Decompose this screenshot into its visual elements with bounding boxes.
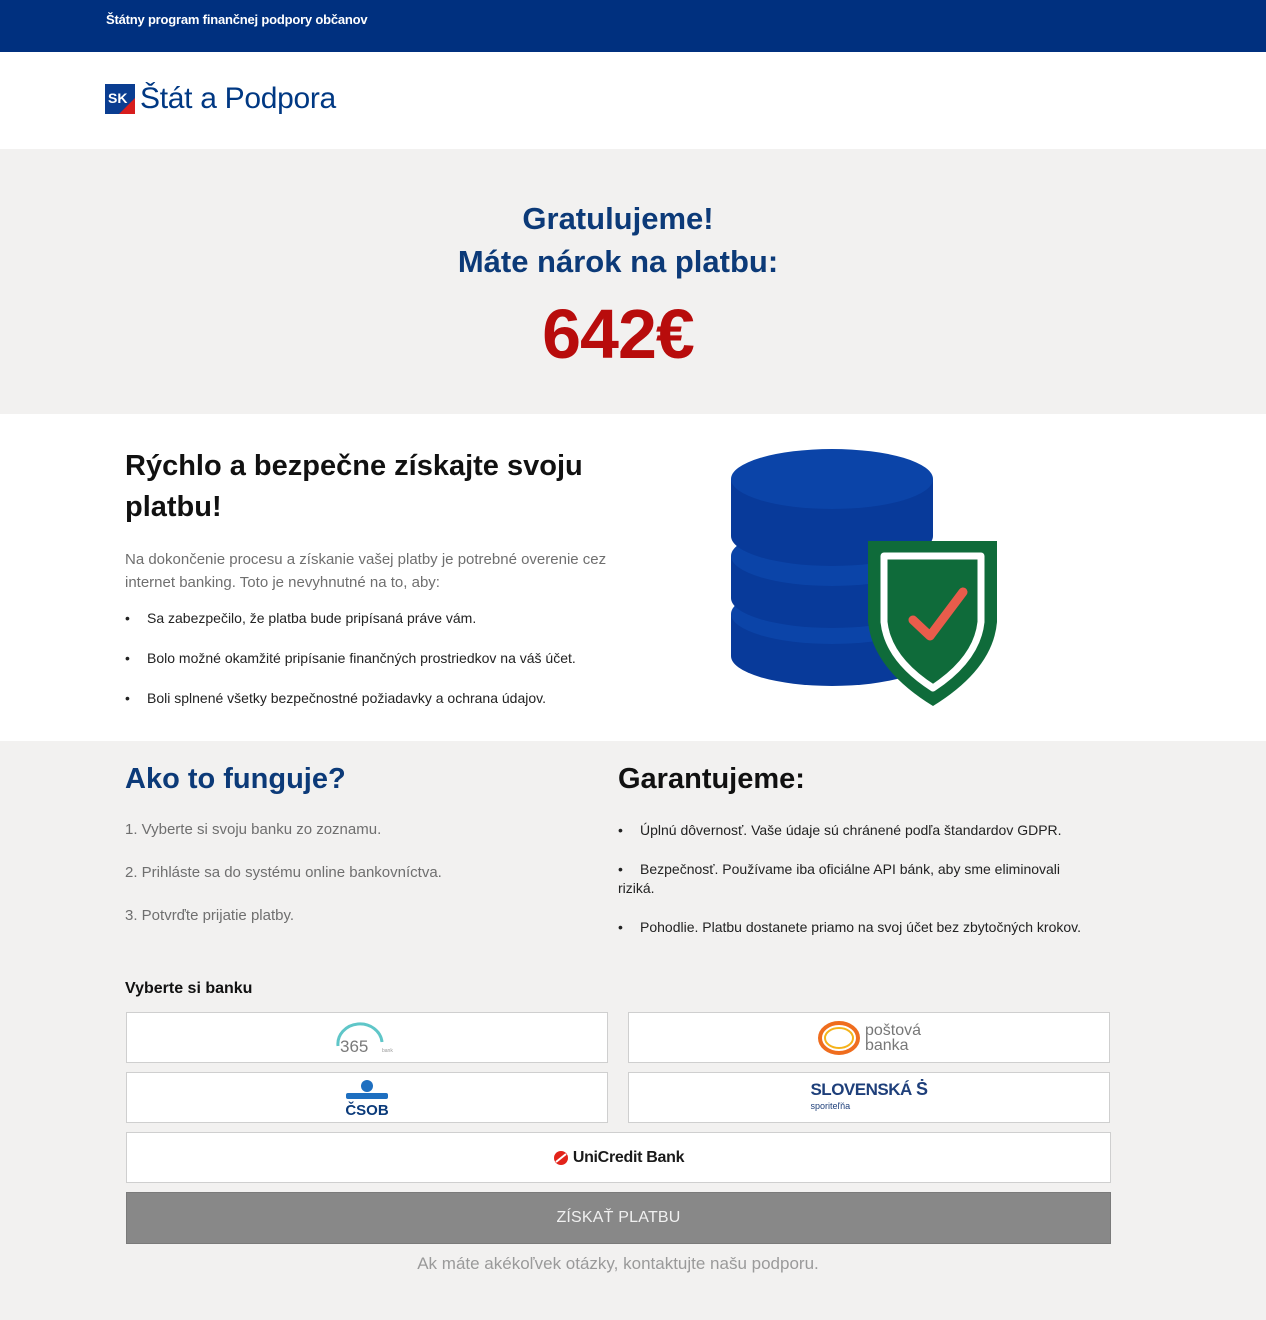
slsp-sub: sporiteľňa — [810, 1101, 851, 1111]
postova-banka-text — [865, 1023, 921, 1053]
info-section — [0, 414, 1266, 741]
steps-list — [125, 821, 442, 950]
hero-congrats: Gratulujeme! — [522, 201, 714, 236]
bank-365-text: 365 — [340, 1036, 369, 1056]
bank-select-label: Vyberte si banku — [125, 980, 253, 997]
guarantee-item-text: Pohodlie. Platbu dostanete priamo na svoj účet bez zbytočných krokov. — [640, 919, 1081, 935]
slsp-s-icon: Ṡ — [916, 1079, 928, 1099]
how-it-works-title: Ako to funguje? — [125, 763, 346, 795]
bank-option-unicredit[interactable] — [126, 1132, 1111, 1183]
info-title: Rýchlo a bezpečne získajte svoju platbu! — [125, 450, 583, 523]
site-header — [0, 52, 1266, 149]
payment-amount: 642€ — [542, 295, 694, 373]
slsp-text: SLOVENSKÁ — [810, 1080, 912, 1099]
list-item: • Boli splnené všetky bezpečnostné požiadavky a ochrana údajov. — [125, 690, 645, 730]
unicredit-text: UniCredit Bank — [572, 1148, 685, 1166]
guarantee-item: • Bezpečnosť. Používame iba oficiálne API bánk, aby sme eliminovali riziká. — [618, 861, 1061, 896]
guarantee-item: • Pohodlie. Platbu dostanete priamo na svoj účet bez zbytočných krokov. — [618, 919, 1081, 935]
top-bar — [0, 0, 1266, 52]
csob-logo — [337, 1078, 397, 1118]
step-item: 1. Vyberte si svoju banku zo zoznamu. — [125, 821, 382, 838]
hero-section — [0, 149, 1266, 414]
get-payment-button[interactable]: ZÍSKAŤ PLATBU — [126, 1192, 1111, 1244]
top-bar-text: Štátny program finančnej podpory občanov — [106, 12, 368, 27]
list-item: • Sa zabezpečilo, že platba bude pripísaná práve vám. — [125, 610, 645, 650]
bank-option-365[interactable] — [126, 1012, 608, 1063]
how-it-works-section — [0, 741, 1266, 1320]
shield-check-icon — [868, 541, 997, 706]
postova-line1: poštová — [864, 1021, 922, 1039]
hero-subtitle: Máte nárok na platbu: — [457, 244, 779, 279]
step-item: 3. Potvrďte prijatie platby. — [125, 907, 295, 924]
bank-option-postova-banka[interactable] — [628, 1012, 1110, 1063]
support-note: Ak máte akékoľvek otázky, kontaktujte našu podporu. — [417, 1254, 819, 1273]
bank-365-logo — [332, 1020, 402, 1056]
guarantee-list — [618, 821, 1098, 957]
info-list — [125, 610, 645, 730]
csob-text: ČSOB — [345, 1101, 389, 1118]
logo-mark-text: SK — [108, 90, 128, 106]
postova-line2: banka — [864, 1036, 909, 1054]
guarantee-item: • Úplnú dôvernosť. Vaše údaje sú chránené podľa štandardov GDPR. — [618, 822, 1062, 838]
postova-banka-logo-icon — [817, 1020, 861, 1056]
guarantee-item-text: Úplnú dôvernosť. Vaše údaje sú chránené podľa štandardov GDPR. — [640, 822, 1062, 838]
guarantee-item-text: Bezpečnosť. Používame iba oficiálne API bánk, aby sme eliminovali riziká. — [618, 861, 1061, 896]
list-item: • Bolo možné okamžité pripísanie finančných prostriedkov na váš účet. — [125, 650, 645, 690]
info-description: Na dokončenie procesu a získanie vašej platby je potrebné overenie cez internet banking. Toto je nevyhnutné na to, aby: — [125, 551, 607, 591]
bank-365-sub: bank — [382, 1047, 393, 1054]
step-item: 2. Prihláste sa do systému online bankovníctva. — [125, 864, 442, 881]
guarantee-title: Garantujeme: — [618, 763, 805, 795]
unicredit-logo-icon — [553, 1150, 569, 1166]
bank-option-slovenska-sporitelna[interactable] — [628, 1072, 1110, 1123]
site-logo-text[interactable]: Štát a Podpora — [140, 82, 336, 115]
secure-database-illustration — [725, 444, 1005, 709]
slsp-logo — [810, 1081, 927, 1114]
bank-option-csob[interactable] — [126, 1072, 608, 1123]
logo-icon — [105, 84, 135, 114]
